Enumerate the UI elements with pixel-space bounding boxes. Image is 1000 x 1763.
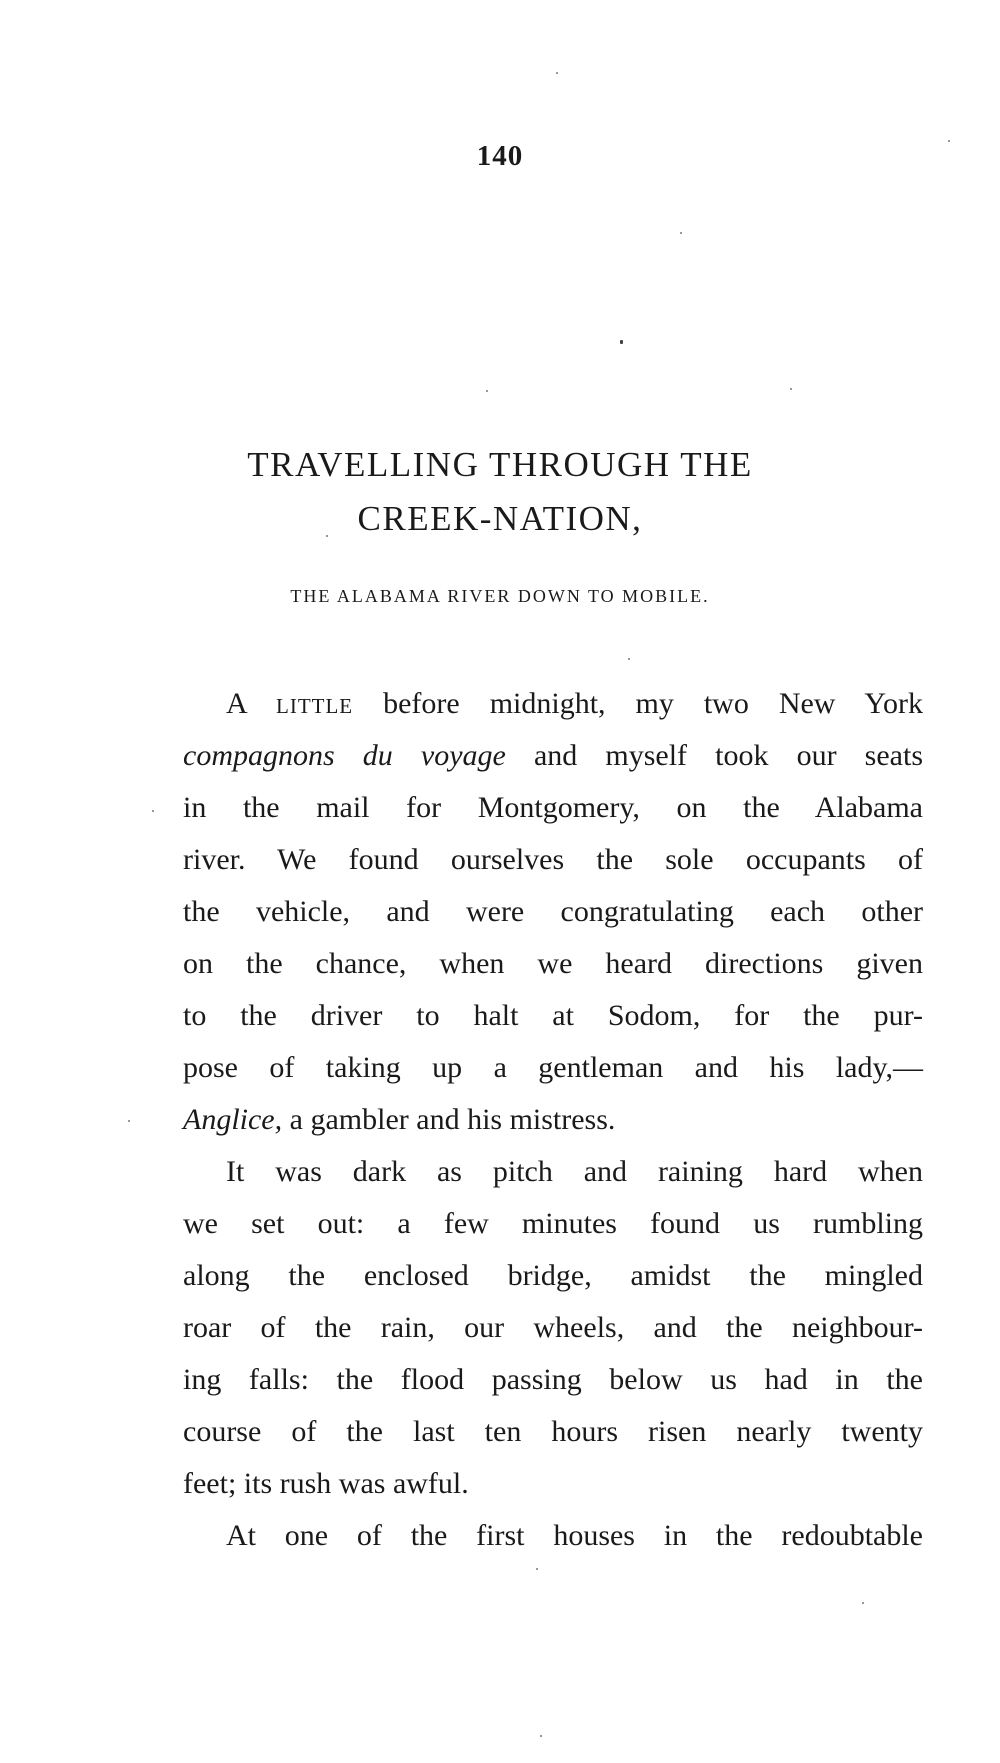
scan-speck: [540, 1735, 542, 1737]
scan-speck: [620, 340, 623, 344]
text-line: It was dark as pitch and raining hard when: [226, 1155, 923, 1188]
scan-speck: [128, 1120, 130, 1122]
scan-speck: [556, 72, 558, 74]
small-caps-word: little: [276, 687, 354, 720]
paragraph-2: [183, 1146, 923, 1510]
text-fragment: a gambler and his mistress.: [282, 1103, 616, 1136]
paragraph-1: [183, 678, 923, 1146]
body-text: [183, 678, 923, 1562]
paragraph-3: [183, 1510, 923, 1562]
scan-speck: [862, 1602, 864, 1604]
scan-speck: [486, 390, 488, 392]
text-line: course of the last ten hours risen nearly twenty: [183, 1415, 923, 1448]
italic-phrase: Anglice,: [183, 1103, 283, 1136]
text-line: we set out: a few minutes found us rumbling: [183, 1207, 923, 1240]
scan-speck: [326, 535, 328, 537]
scan-speck: [680, 232, 682, 234]
drop-word: A: [226, 687, 276, 720]
italic-phrase: compagnons du voyage: [183, 739, 506, 772]
chapter-title-line-2: CREEK-NATION,: [357, 499, 643, 538]
chapter-title-line-1: TRAVELLING THROUGH THE: [247, 445, 753, 484]
scan-speck: [152, 810, 154, 812]
text-line: the vehicle, and were congratulating each other: [183, 895, 923, 928]
text-line: [183, 678, 923, 730]
text-fragment: before midnight, my two New York: [353, 687, 923, 720]
text-line: feet; its rush was awful.: [183, 1467, 469, 1500]
text-line: [183, 1094, 923, 1146]
chapter-subtitle: THE ALABAMA RIVER DOWN TO MOBILE.: [290, 586, 710, 606]
scan-speck: [536, 1568, 538, 1570]
scan-speck: [948, 140, 950, 142]
text-line: roar of the rain, our wheels, and the neighbour-: [183, 1311, 923, 1344]
text-line: on the chance, when we heard directions given: [183, 947, 923, 980]
page-number: 140: [476, 140, 524, 172]
scan-speck: [790, 388, 792, 390]
text-line: to the driver to halt at Sodom, for the pur-: [183, 999, 923, 1032]
text-line: river. We found ourselves the sole occupants of: [183, 843, 923, 876]
text-line: ing falls: the flood passing below us had in the: [183, 1363, 923, 1396]
chapter-title: [0, 438, 1000, 546]
text-line: At one of the first houses in the redoubtable: [226, 1519, 923, 1552]
scan-speck: [628, 658, 630, 660]
text-fragment: and myself took our seats: [505, 739, 923, 772]
text-line: in the mail for Montgomery, on the Alabama: [183, 791, 923, 824]
text-line: pose of taking up a gentleman and his lady,—: [183, 1051, 923, 1084]
text-line: [183, 730, 923, 782]
text-line: along the enclosed bridge, amidst the mingled: [183, 1259, 923, 1292]
